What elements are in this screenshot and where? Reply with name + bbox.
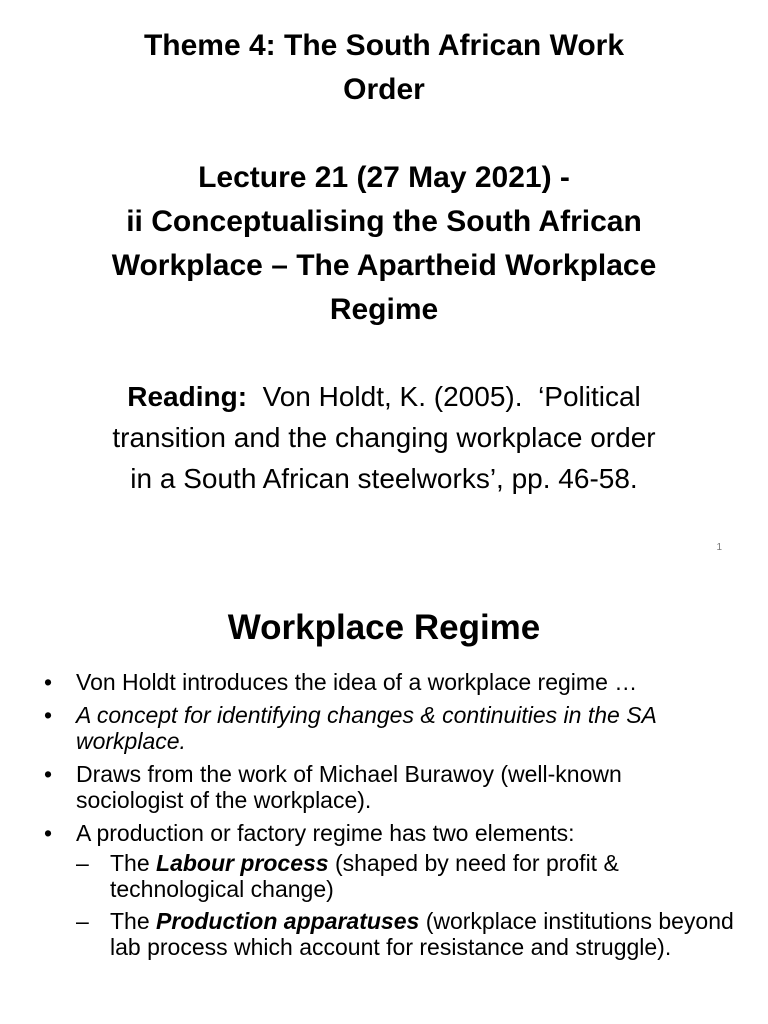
slide-2-title: Workplace Regime — [227, 608, 541, 647]
page-number: 1 — [716, 542, 722, 553]
lecture-line-2: ii Conceptualising the South African — [126, 205, 642, 238]
bullet-text: A concept for identifying changes & continuities in the SA workplace. — [76, 702, 657, 754]
reading-label: Reading: — [127, 381, 248, 412]
bullet-text: Von Holdt introduces the idea of a workplace regime … — [76, 669, 638, 695]
bullet-dot: • — [44, 669, 53, 695]
bullet-text: Draws from the work of Michael Burawoy (well-known sociologist of the workplace). — [76, 761, 622, 813]
bullet-text: A production or factory regime has two elements: — [76, 820, 575, 846]
lecture-line-3: Workplace – The Apartheid Workplace — [111, 249, 657, 282]
slide-1-title — [60, 24, 708, 332]
sub-bullet-prefix: The — [110, 850, 157, 876]
bullet-dot: • — [44, 761, 53, 787]
sub-bullet-item — [76, 850, 734, 902]
reading-line-3: in a South African steelworks’, pp. 46-58. — [130, 463, 638, 494]
lecture-line-4: Regime — [329, 293, 439, 326]
sub-bullet-item — [76, 908, 734, 960]
reading-citation — [50, 376, 718, 499]
bullet-item — [44, 820, 734, 960]
title-line-1: Theme 4: The South African Work — [143, 29, 625, 62]
sub-bullet-list — [76, 850, 734, 960]
bullet-dot: • — [44, 702, 53, 728]
sub-bullet-term: Production apparatuses — [156, 908, 420, 934]
reading-line-1 — [50, 376, 718, 417]
sub-bullet-prefix: The — [110, 908, 157, 934]
title-line-2: Order — [343, 73, 425, 106]
slide-2 — [0, 566, 768, 1024]
bullet-dot: • — [44, 820, 53, 846]
bullet-item — [44, 702, 734, 754]
sub-bullet-dash: – — [76, 850, 89, 876]
reading-line-2: transition and the changing workplace order — [112, 422, 656, 453]
bullet-item — [44, 761, 734, 813]
bullet-item — [44, 669, 734, 695]
bullet-list — [44, 669, 734, 967]
sub-bullet-rest: (workplace institutions beyond lab process which account for resistance and struggle). — [110, 908, 734, 960]
title-spacer — [60, 112, 708, 156]
sub-bullet-dash: – — [76, 908, 89, 934]
sub-bullet-term: Labour process — [156, 850, 329, 876]
sub-bullet-rest: (shaped by need for profit & technological change) — [110, 850, 619, 902]
reading-text-1: Von Holdt, K. (2005). ‘Political — [247, 381, 641, 412]
lecture-line-1: Lecture 21 (27 May 2021) - — [198, 161, 570, 194]
